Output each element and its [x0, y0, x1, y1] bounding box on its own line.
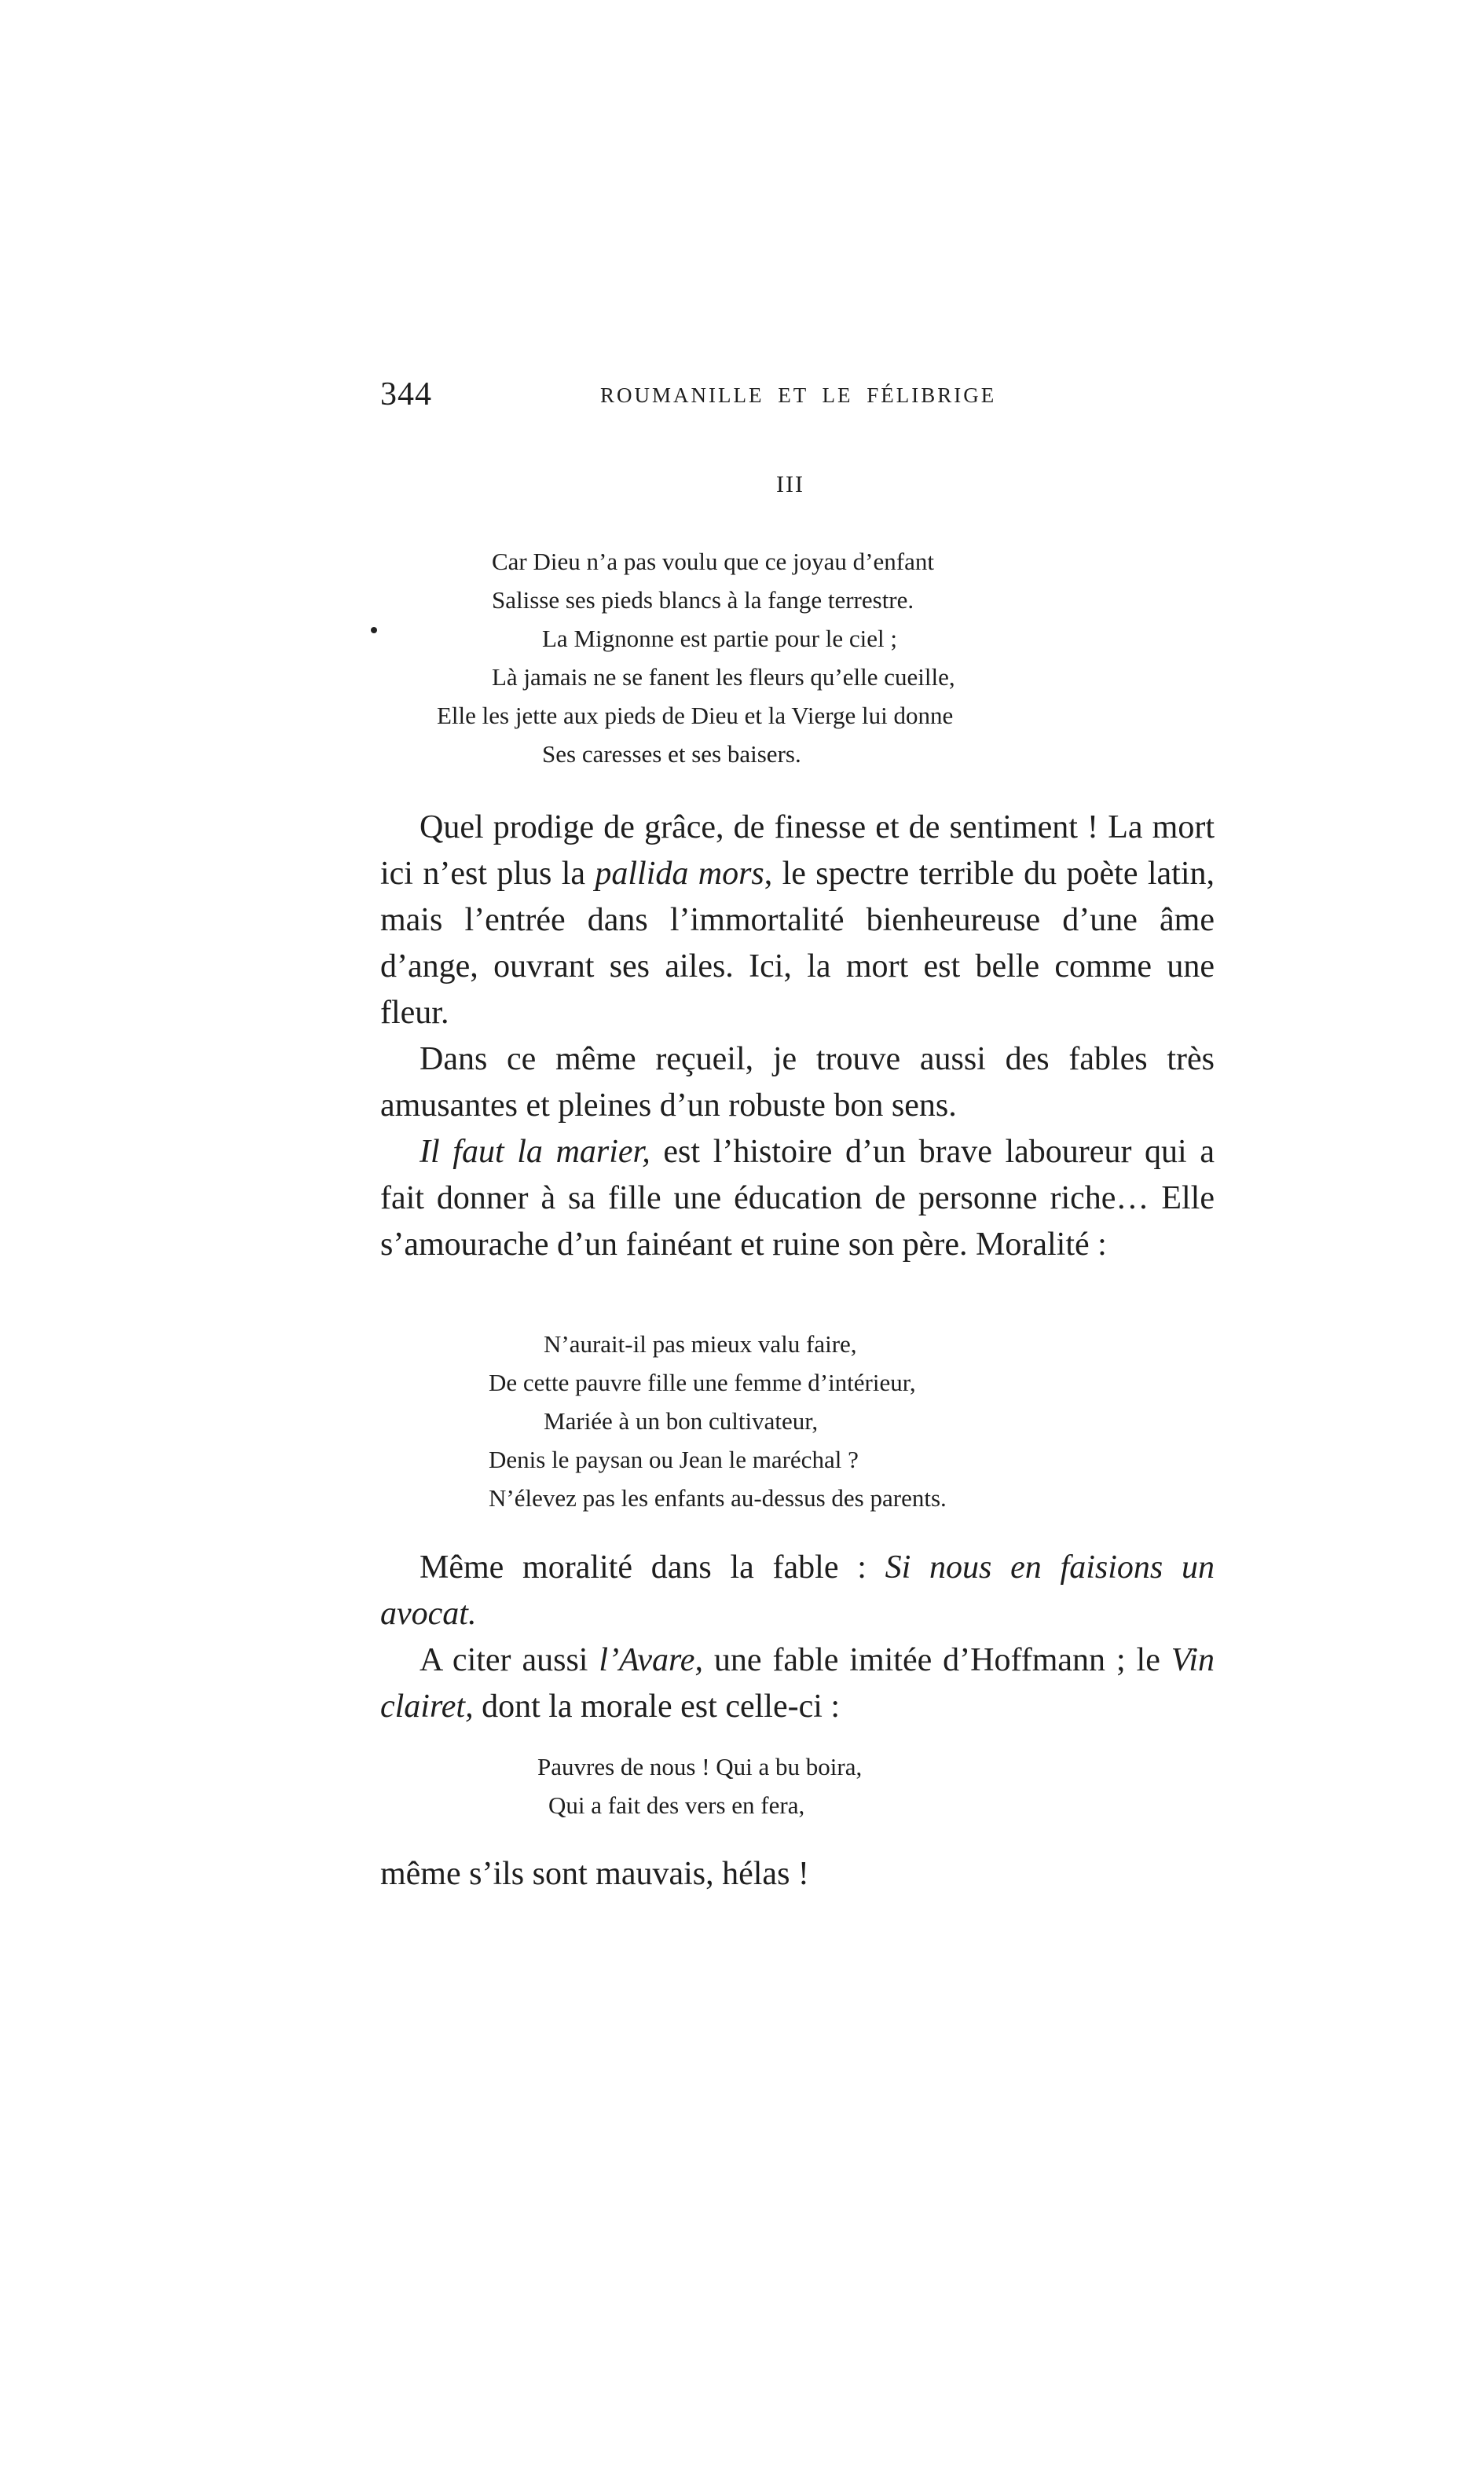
verse-line: Salisse ses pieds blancs à la fange terrestre.	[492, 586, 914, 614]
poem-block-1	[437, 542, 955, 773]
italic-title: Si nous en faisions un avocat.	[380, 1549, 1215, 1632]
prose-block-1	[380, 805, 1215, 1268]
running-title: ROUMANILLE ET LE FÉLIBRIGE	[600, 383, 997, 407]
italic-phrase: pallida mors	[595, 856, 764, 892]
verse-line: De cette pauvre fille une femme d’intérieur,	[489, 1369, 916, 1396]
page-number: 344	[380, 376, 432, 412]
section-numeral: III	[776, 471, 804, 497]
verse-line: La Mignonne est partie pour le ciel ;	[542, 625, 897, 652]
verse-line: Qui a fait des vers en fera,	[548, 1791, 805, 1819]
paragraph-marier: Il faut la marier, est l’histoire d’un brave laboureur qui a fait donner à sa fille une éducation de personne riche… Elle s’amourache d’un fainéant et ruine son père. Moralité :	[380, 1134, 1215, 1263]
ink-speck	[371, 627, 377, 633]
italic-title: Il faut la marier,	[420, 1134, 650, 1170]
poem-block-3	[537, 1747, 862, 1824]
prose-block-3	[380, 1851, 1215, 1898]
page-header	[380, 376, 1213, 431]
paragraph-avare: A citer aussi l’Avare, une fable imitée d’Hoffmann ; le Vin clairet, dont la morale est celle-ci :	[380, 1642, 1215, 1725]
verse-line: Elle les jette aux pieds de Dieu et la Vierge lui donne	[437, 702, 954, 729]
verse-line: N’aurait-il pas mieux valu faire,	[544, 1330, 857, 1358]
prose-block-2	[380, 1545, 1215, 1730]
italic-title: Vin clairet,	[380, 1642, 1215, 1725]
verse-line: Pauvres de nous ! Qui a bu boira,	[537, 1753, 863, 1780]
closing-line: même s’ils sont mauvais, hélas !	[380, 1856, 809, 1892]
verse-line: Ses caresses et ses baisers.	[542, 740, 801, 768]
verse-line: Car Dieu n’a pas voulu que ce joyau d’enfant	[492, 548, 934, 575]
verse-line: Là jamais ne se fanent les fleurs qu’elle cueille,	[492, 663, 955, 691]
poem-block-2	[489, 1325, 947, 1517]
verse-line: Denis le paysan ou Jean le maréchal ?	[489, 1446, 859, 1473]
verse-line: Mariée à un bon cultivateur,	[544, 1407, 819, 1435]
verse-line: N’élevez pas les enfants au-dessus des parents.	[489, 1484, 947, 1512]
paragraph-prodige: Quel prodige de grâce, de finesse et de sentiment ! La mort ici n’est plus la pallida mors, le spectre terrible du poète latin, mais l’entrée dans l’immortalité bienheureuse d’une âme d’ange, ouvrant ses ailes. Ici, la mort est belle comme une fleur.	[380, 809, 1215, 1031]
paragraph-recueil: Dans ce même reçueil, je trouve aussi des fables très amusantes et pleines d’un robuste bon sens.	[380, 1041, 1215, 1124]
paragraph-avocat: Même moralité dans la fable : Si nous en faisions un avocat.	[380, 1549, 1215, 1632]
italic-title: l’Avare,	[599, 1642, 703, 1678]
